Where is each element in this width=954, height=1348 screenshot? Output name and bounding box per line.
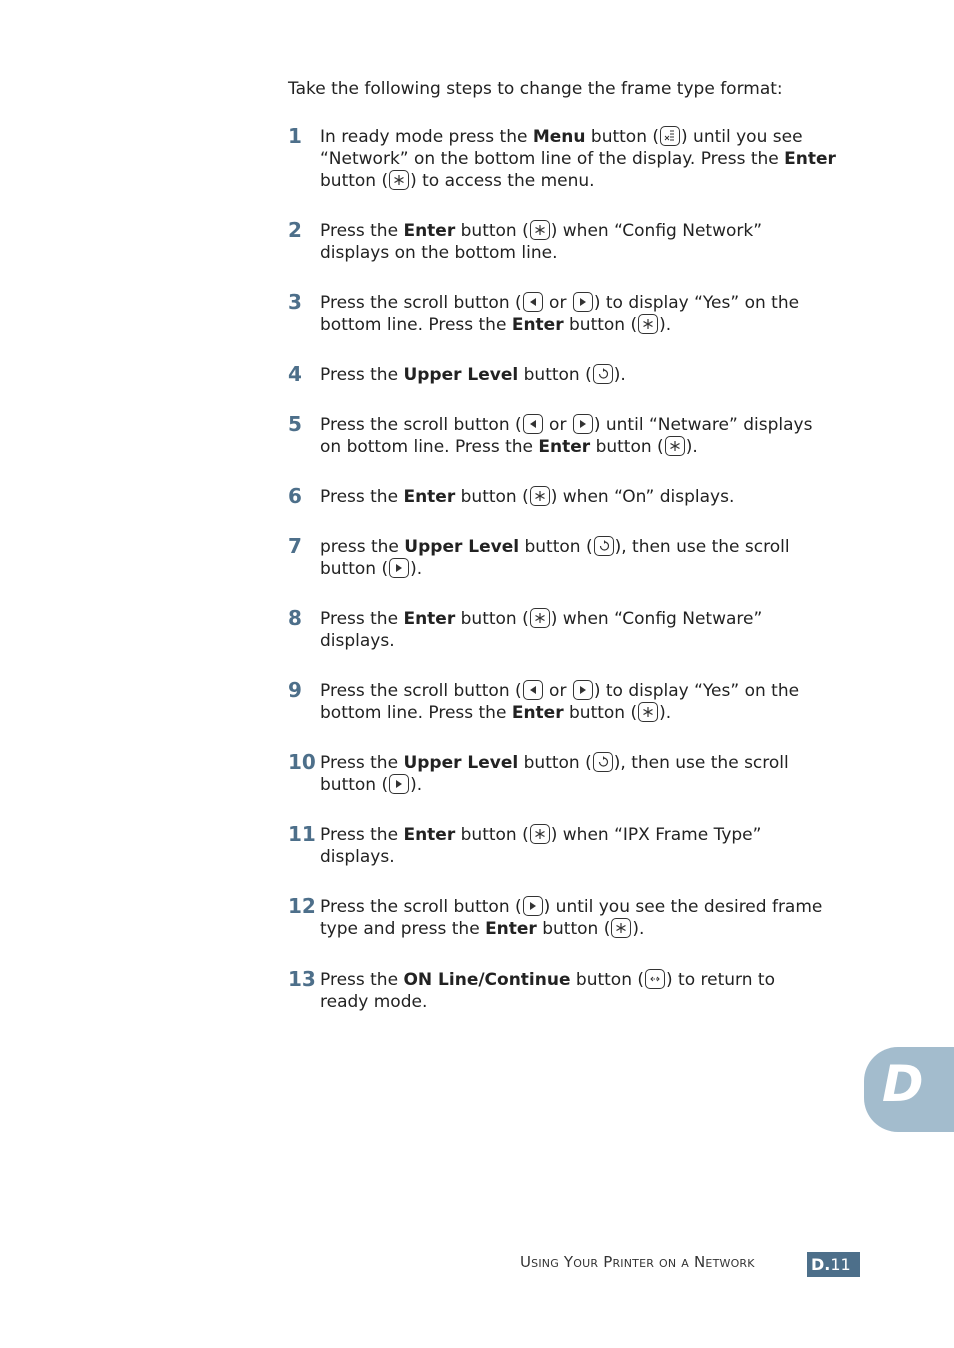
step-number: 2 [288,218,302,242]
enter-star-icon [389,170,409,190]
upper-level-icon [593,364,613,384]
scroll-right-icon [573,414,593,434]
upper-level-icon [593,752,613,772]
step-text: Press the Enter button ( ) when “On” displays. [320,487,735,507]
enter-star-icon [530,220,550,240]
step-text: Press the ON Line/Continue button ( ) to return to ready mode. [320,970,775,1012]
step-number: 13 [288,967,316,991]
enter-star-icon [665,436,685,456]
step-number: 1 [288,124,302,148]
step-number: 10 [288,750,316,774]
page-number-badge [807,1252,860,1277]
chapter-letter: D [882,1055,924,1113]
step-text: Press the Enter button ( ) when “Config Netware” displays. [320,609,763,651]
step-text: Press the Upper Level button ( ), then use the scroll button ( ). [320,753,789,795]
step-text: Press the scroll button ( or ) until “Netware” displays on bottom line. Press the Enter button ( ). [320,415,813,457]
step-text: Press the scroll button ( or ) to display “Yes” on the bottom line. Press the Enter button ( ). [320,293,800,335]
scroll-right-icon [573,292,593,312]
step-number: 6 [288,484,302,508]
step-text: Press the Upper Level button ( ). [320,365,626,385]
enter-star-icon [530,608,550,628]
step-number: 5 [288,412,302,436]
step-text: press the Upper Level button ( ), then use the scroll button ( ). [320,537,790,579]
chapter-tab [864,1047,954,1132]
scroll-left-icon [523,292,543,312]
scroll-left-icon [523,680,543,700]
step-number: 8 [288,606,302,630]
step-number: 4 [288,362,302,386]
enter-star-icon [638,702,658,722]
step-number: 7 [288,534,302,558]
step-number: 9 [288,678,302,702]
scroll-left-icon [523,414,543,434]
footer-chapter-title: Using Your Printer on a Network [520,1253,755,1271]
online-continue-icon [645,969,665,989]
intro-text: Take the following steps to change the frame type format: [288,79,783,99]
enter-star-icon [638,314,658,334]
step-text: Press the Enter button ( ) when “IPX Frame Type” displays. [320,825,762,867]
enter-star-icon [611,918,631,938]
enter-star-icon [530,824,550,844]
step-text: In ready mode press the Menu button ( ) until you see “Network” on the bottom line of the display. Press the Enter button ( ) to access the menu. [320,127,836,191]
scroll-right-icon [389,558,409,578]
scroll-right-icon [389,774,409,794]
page-prefix: D. [811,1255,831,1274]
step-text: Press the scroll button ( or ) to display “Yes” on the bottom line. Press the Enter button ( ). [320,681,800,723]
step-number: 11 [288,822,316,846]
step-number: 12 [288,894,316,918]
menu-icon [660,126,680,146]
enter-star-icon [530,486,550,506]
scroll-right-icon [573,680,593,700]
step-text: Press the scroll button ( ) until you see the desired frame type and press the Enter button ( ). [320,897,823,939]
upper-level-icon [594,536,614,556]
page-number: 11 [830,1255,851,1274]
scroll-right-icon [523,896,543,916]
step-number: 3 [288,290,302,314]
step-text: Press the Enter button ( ) when “Config Network” displays on the bottom line. [320,221,763,263]
